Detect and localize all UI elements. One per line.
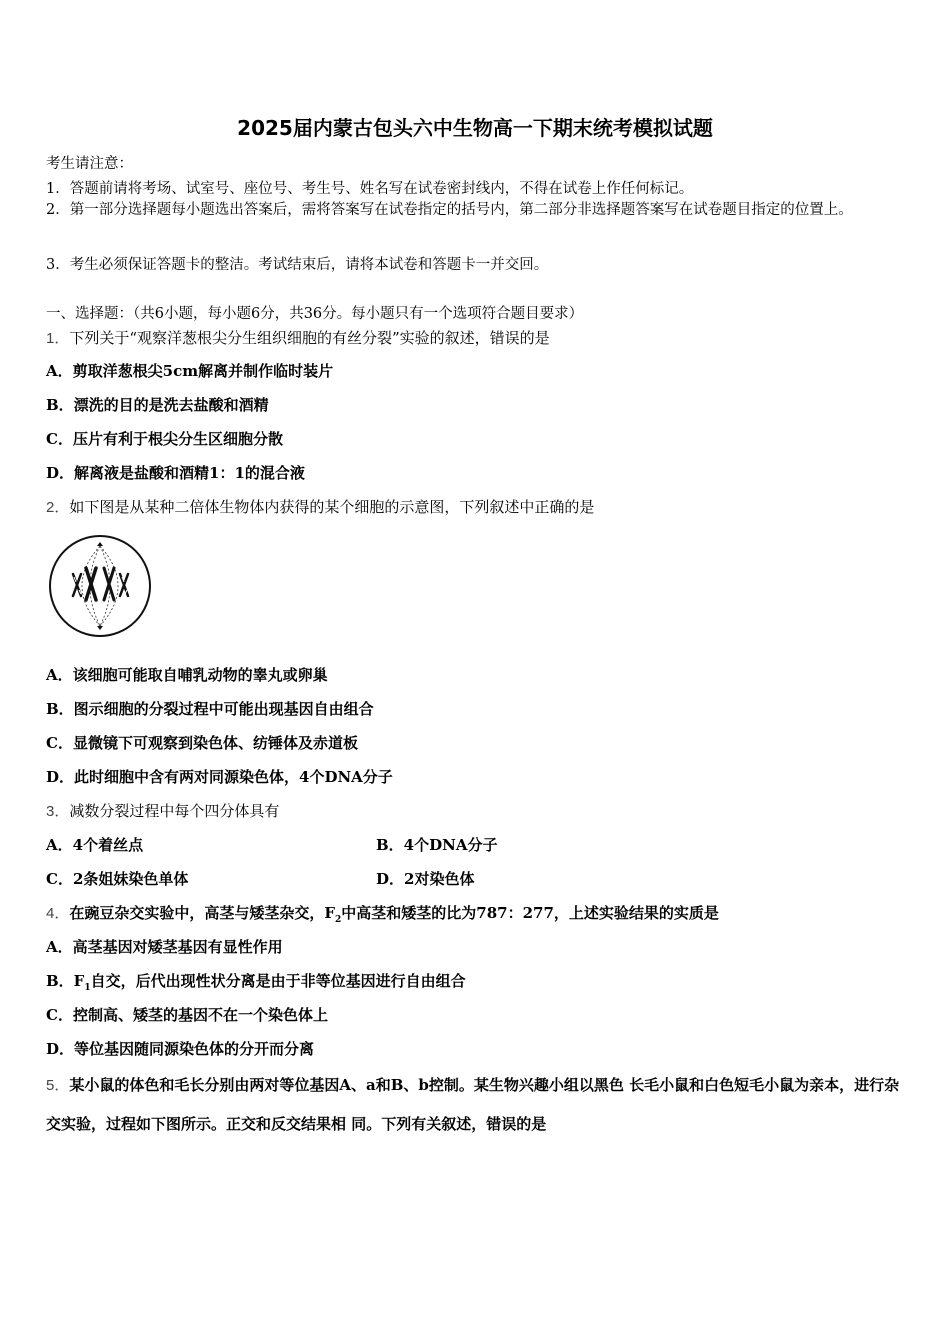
question-number: 3． bbox=[46, 803, 70, 820]
notice-item-3: 3．考生必须保证答题卡的整洁。考试结束后，请将本试卷和答题卡一并交回。 bbox=[46, 257, 549, 273]
notice-heading: 考生请注意： bbox=[46, 156, 133, 172]
option-b bbox=[46, 970, 466, 993]
option-c: C．控制高、矮茎的基因不在一个染色体上 bbox=[46, 1006, 328, 1024]
option-c: C．显微镜下可观察到染色体、纺锤体及赤道板 bbox=[46, 734, 358, 752]
question-stem: 下列关于“观察洋葱根尖分生组织细胞的有丝分裂”实验的叙述，错误的是 bbox=[69, 329, 550, 347]
question-3 bbox=[46, 800, 279, 821]
question-1 bbox=[46, 327, 550, 348]
question-number: 2． bbox=[46, 499, 70, 516]
option-a: A．4个着丝点 bbox=[46, 836, 144, 854]
section-heading: 一、选择题：（共6小题，每小题6分，共36分。每小题只有一个选项符合题目要求） bbox=[46, 306, 584, 322]
question-number: 1． bbox=[46, 330, 70, 347]
question-2 bbox=[46, 496, 594, 517]
question-stem: 如下图是从某种二倍体生物体内获得的某个细胞的示意图，下列叙述中正确的是 bbox=[69, 498, 595, 516]
option-c: C．压片有利于根尖分生区细胞分散 bbox=[46, 430, 283, 448]
subscript: 2 bbox=[335, 915, 342, 925]
option-d: D．解离液是盐酸和酒精1：1的混合液 bbox=[46, 464, 305, 482]
question-stem-pre: 在豌豆杂交实验中，高茎与矮茎杂交，F bbox=[69, 904, 335, 922]
question-number: 4． bbox=[46, 905, 70, 922]
option-b: B．4个DNA分子 bbox=[376, 836, 498, 854]
option-b-post: 自交，后代出现性状分离是由于非等位基因进行自由组合 bbox=[90, 972, 466, 990]
option-b: B．漂洗的目的是洗去盐酸和酒精 bbox=[46, 396, 269, 414]
option-d: D．此时细胞中含有两对同源染色体，4个DNA分子 bbox=[46, 768, 393, 786]
option-d: D．2对染色体 bbox=[376, 870, 475, 888]
question-stem: 某小鼠的体色和毛长分别由两对等位基因A、a和B、b控制。某生物兴趣小组以黑色 长毛小鼠和白色短毛小鼠为亲本，进行杂交实验，过程如下图所示。正交和反交结果相 同。下列有关叙述，错误的是 bbox=[46, 1076, 900, 1133]
option-a: A．高茎基因对矮茎基因有显性作用 bbox=[46, 938, 283, 956]
option-a: A．该细胞可能取自哺乳动物的睾丸或卵巢 bbox=[46, 666, 328, 684]
cell-diagram bbox=[46, 532, 154, 640]
notice-item-2: 2．第一部分选择题每小题选出答案后，需将答案写在试卷指定的括号内，第二部分非选择题答案写在试卷题目指定的位置上。 bbox=[46, 202, 853, 218]
question-number: 5． bbox=[46, 1077, 70, 1094]
option-c: C．2条姐妹染色单体 bbox=[46, 870, 189, 888]
question-stem-post: 中高茎和矮茎的比为787：277，上述实验结果的实质是 bbox=[341, 904, 719, 922]
notice-item-1: 1．答题前请将考场、试室号、座位号、考生号、姓名写在试卷密封线内，不得在试卷上作任何标记。 bbox=[46, 181, 694, 197]
question-5 bbox=[46, 1066, 908, 1143]
option-b: B．图示细胞的分裂过程中可能出现基因自由组合 bbox=[46, 700, 374, 718]
question-4 bbox=[46, 902, 719, 925]
option-d: D．等位基因随同源染色体的分开而分离 bbox=[46, 1040, 315, 1058]
question-stem: 减数分裂过程中每个四分体具有 bbox=[69, 802, 280, 820]
option-b-pre: B．F bbox=[46, 972, 85, 990]
option-a: A．剪取洋葱根尖5cm解离并制作临时装片 bbox=[46, 362, 334, 380]
subscript: 1 bbox=[84, 983, 91, 993]
page-title: 2025届内蒙古包头六中生物高一下期末统考模拟试题 bbox=[237, 116, 713, 140]
